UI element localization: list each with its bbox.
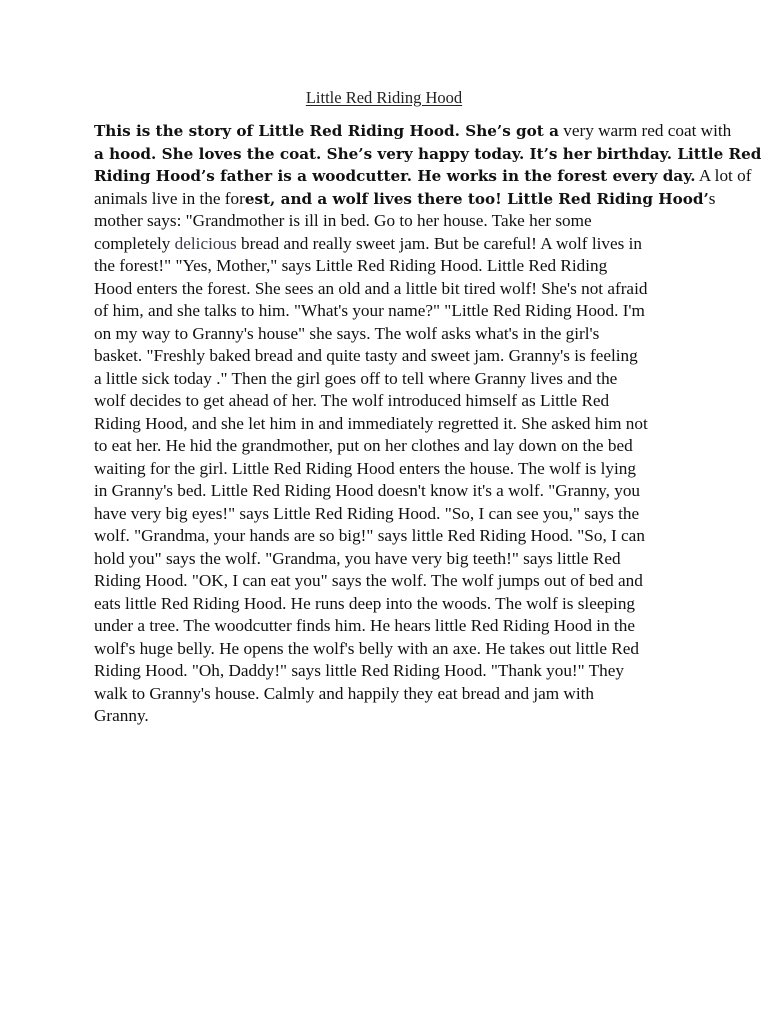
story-line <box>94 210 694 233</box>
story-line <box>94 638 694 661</box>
story-text-run: bread and really sweet jam. But be careful! A wolf lives in <box>236 233 642 253</box>
story-line <box>94 165 752 188</box>
story-text-run: the forest!" "Yes, Mother," says Little Red Riding Hood. Little Red Riding <box>94 256 608 275</box>
story-line <box>94 255 694 278</box>
story-line <box>94 683 694 706</box>
story-text-run: Riding Hood’s father is a woodcutter. He works in the forest every day. <box>94 167 696 185</box>
story-line <box>94 120 732 143</box>
story-line <box>94 660 694 683</box>
story-body <box>94 120 762 728</box>
story-line <box>94 233 694 256</box>
story-text-run: wolf's huge belly. He opens the wolf's belly with an axe. He takes out little Red <box>94 638 639 658</box>
story-text-run: very warm red coat with <box>558 121 732 140</box>
story-text-run: basket. "Freshly baked bread and quite tasty and sweet jam. Granny's is feeling <box>94 346 638 365</box>
story-text-run: A lot of <box>695 166 752 185</box>
story-text-run: Riding Hood. "Oh, Daddy!" says little Red Riding Hood. "Thank you!" They <box>94 661 624 680</box>
story-line <box>94 188 716 211</box>
story-line <box>94 458 694 481</box>
story-text-run: waiting for the girl. Little Red Riding Hood enters the house. The wolf is lying <box>94 458 636 478</box>
story-text-run: of him, and she talks to him. "What's your name?" "Little Red Riding Hood. I'm <box>94 301 645 320</box>
story-text-run: This is the story of Little Red Riding Hood. She’s got a <box>94 122 559 140</box>
story-text-run: est, and a wolf lives there too! Little Red Riding Hood’ <box>244 189 709 208</box>
story-line <box>94 368 694 391</box>
story-text-run: s <box>708 188 716 208</box>
story-text-run: under a tree. The woodcutter finds him. He hears little Red Riding Hood in the <box>94 616 635 635</box>
story-line <box>94 435 694 458</box>
story-line <box>94 300 694 323</box>
story-line <box>94 143 762 166</box>
story-line <box>94 593 694 616</box>
story-line <box>94 525 694 548</box>
story-text-run: a hood. She loves the coat. She’s very happy today. It’s her birthday. Little Red <box>94 144 762 163</box>
story-text-run: wolf decides to get ahead of her. The wolf introduced himself as Little Red <box>94 391 610 410</box>
story-line <box>94 345 694 368</box>
story-line <box>94 413 694 436</box>
story-line <box>94 503 694 526</box>
story-line <box>94 480 694 503</box>
story-text-run: walk to Granny's house. Calmly and happily they eat bread and jam with <box>94 683 594 703</box>
story-text-run: have very big eyes!" says Little Red Riding Hood. "So, I can see you," says the <box>94 503 640 523</box>
story-text-run: completely <box>94 233 175 253</box>
story-text-run: Riding Hood. "OK, I can eat you" says the wolf. The wolf jumps out of bed and <box>94 571 643 590</box>
story-line <box>94 278 694 301</box>
story-text-run: a little sick today ." Then the girl goes off to tell where Granny lives and the <box>94 368 618 388</box>
story-text-run: mother says: "Grandmother is ill in bed. Go to her house. Take her some <box>94 211 592 230</box>
story-line <box>94 570 694 593</box>
story-line <box>94 323 694 346</box>
story-line <box>94 615 694 638</box>
story-line <box>94 548 694 571</box>
story-text-run: Granny. <box>94 706 149 725</box>
story-text-run: on my way to Granny's house" she says. The wolf asks what's in the girl's <box>94 323 600 343</box>
page-title: Little Red Riding Hood <box>305 88 463 107</box>
story-text-run: Riding Hood, and she let him in and immediately regretted it. She asked him not <box>94 413 648 433</box>
story-text-run: Hood enters the forest. She sees an old and a little bit tired wolf! She's not afraid <box>94 278 648 298</box>
story-line <box>94 705 694 728</box>
story-text-run: eats little Red Riding Hood. He runs deep into the woods. The wolf is sleeping <box>94 593 636 613</box>
story-text-run: to eat her. He hid the grandmother, put on her clothes and lay down on the bed <box>94 436 633 455</box>
story-text-run: animals live in the for <box>94 188 245 208</box>
story-text-run: wolf. "Grandma, your hands are so big!" says little Red Riding Hood. "So, I can <box>94 526 645 545</box>
story-text-run: in Granny's bed. Little Red Riding Hood doesn't know it's a wolf. "Granny, you <box>94 481 641 500</box>
story-line <box>94 390 694 413</box>
story-text-run: delicious <box>174 233 237 253</box>
story-text-run: hold you" says the wolf. "Grandma, you have very big teeth!" says little Red <box>94 548 621 568</box>
